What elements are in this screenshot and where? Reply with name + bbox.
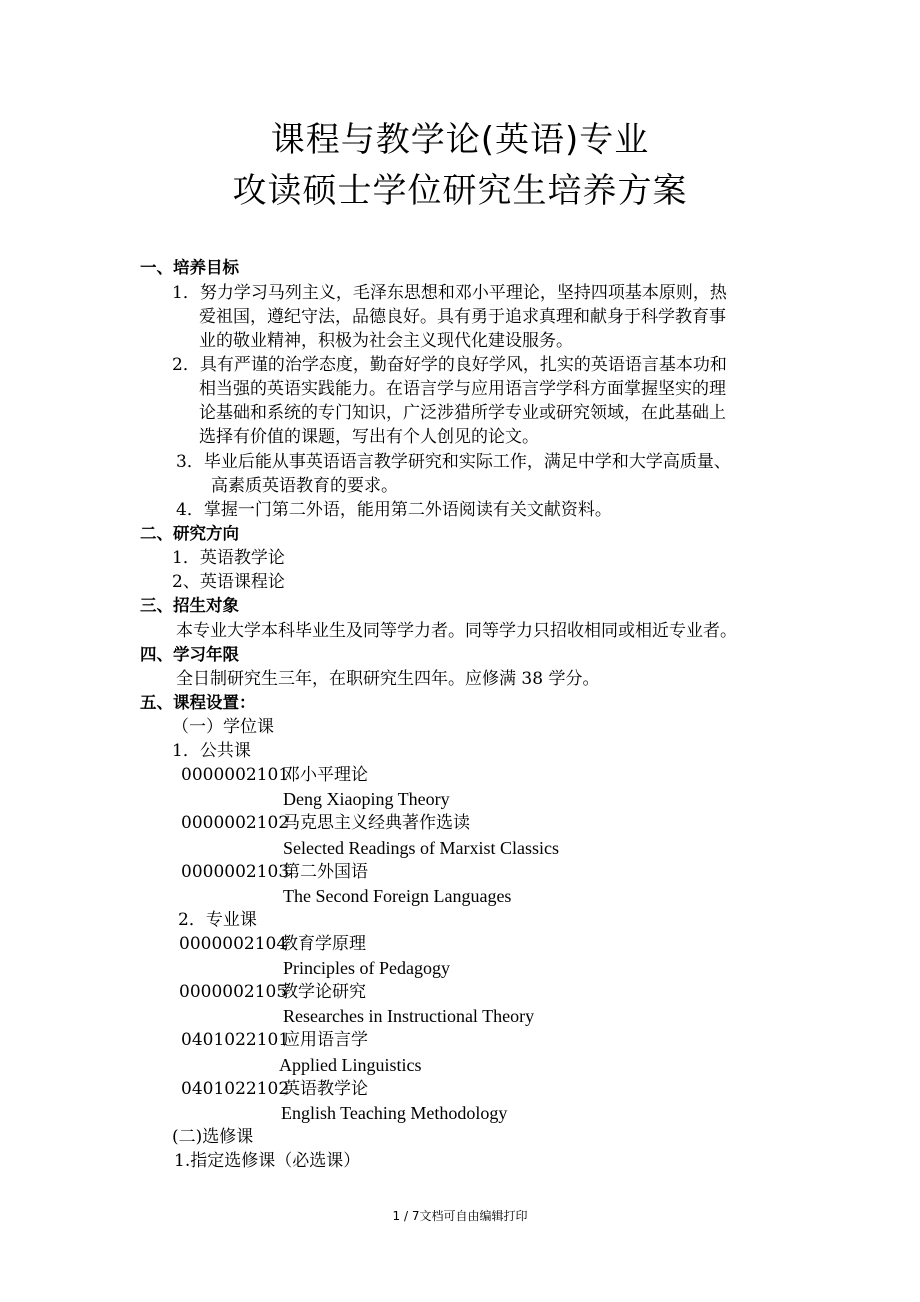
section-heading-courses: 五、课程设置： [140,693,256,712]
goal-2-line3: 论基础和系统的专门知识，广泛涉猎所学专业或研究领域，在此基础上 [199,403,726,423]
page-footer: 1 / 7文档可自由编辑打印 [392,1209,528,1223]
goal-2-line4: 选择有价值的课题，写出有个人创见的论文。 [199,427,539,447]
course-name-en: Applied Linguistics [279,1055,422,1075]
course-name-cn: 马克思主义经典著作选读 [283,813,470,833]
course-name-cn: 应用语言学 [283,1030,368,1050]
document-title-line1: 课程与教学论(英语)专业 [270,120,650,160]
section-heading-goals: 一、培养目标 [140,258,239,277]
goal-1-line2: 爱祖国，遵纪守法，品德良好。具有勇于追求真理和献身于科学教育事 [199,307,726,327]
goal-3-line2: 高素质英语教育的要求。 [211,476,398,496]
course-name-en: The Second Foreign Languages [283,886,512,906]
section-heading-duration: 四、学习年限 [140,645,239,664]
course-name-en: Selected Readings of Marxist Classics [283,838,559,858]
section-heading-research: 二、研究方向 [140,524,239,543]
course-name-en: English Teaching Methodology [281,1103,508,1123]
course-code: 0000002101 [181,765,290,785]
course-name-en: Deng Xiaoping Theory [283,789,450,809]
course-code: 0000002104 [179,934,288,954]
course-code: 0000002103 [181,862,290,882]
course-code: 0000002105 [179,982,288,1002]
course-code: 0401022101 [181,1030,290,1050]
course-name-cn: 教育学原理 [281,934,366,954]
public-courses-label: 1．公共课 [172,741,251,761]
goal-1-line1: 1．努力学习马列主义，毛泽东思想和邓小平理论，坚持四项基本原则，热 [172,283,727,303]
course-name-en: Principles of Pedagogy [283,958,450,978]
elective-courses-label: (二)选修课 [172,1127,254,1147]
designated-electives-label: 1.指定选修课（必选课） [174,1151,361,1171]
goal-3-line1: 3．毕业后能从事英语语言教学研究和实际工作，满足中学和大学高质量、 [176,452,731,472]
research-direction-2: 2、英语课程论 [172,572,285,592]
admission-text: 本专业大学本科毕业生及同等学力者。同等学力只招收相同或相近专业者。 [176,621,737,641]
course-name-cn: 教学论研究 [281,982,366,1002]
degree-courses-label: （一）学位课 [172,717,274,737]
course-name-cn: 英语教学论 [283,1079,368,1099]
duration-text: 全日制研究生三年，在职研究生四年。应修满 38 学分。 [176,669,600,689]
course-name-en: Researches in Instructional Theory [283,1006,535,1026]
major-courses-label: 2．专业课 [178,910,257,930]
goal-1-line3: 业的敬业精神，积极为社会主义现代化建设服务。 [199,331,573,351]
section-heading-admission: 三、招生对象 [140,596,239,615]
goal-2-line1: 2．具有严谨的治学态度，勤奋好学的良好学风，扎实的英语语言基本功和 [172,355,727,375]
document-title-line2: 攻读硕士学位研究生培养方案 [232,171,688,211]
course-code: 0401022102 [181,1079,290,1099]
goal-4: 4．掌握一门第二外语，能用第二外语阅读有关文献资料。 [176,500,612,520]
goal-2-line2: 相当强的英语实践能力。在语言学与应用语言学学科方面掌握坚实的理 [199,379,726,399]
course-name-cn: 邓小平理论 [283,765,368,785]
course-code: 0000002102 [181,813,290,833]
research-direction-1: 1．英语教学论 [172,548,285,568]
course-name-cn: 第二外国语 [283,862,368,882]
